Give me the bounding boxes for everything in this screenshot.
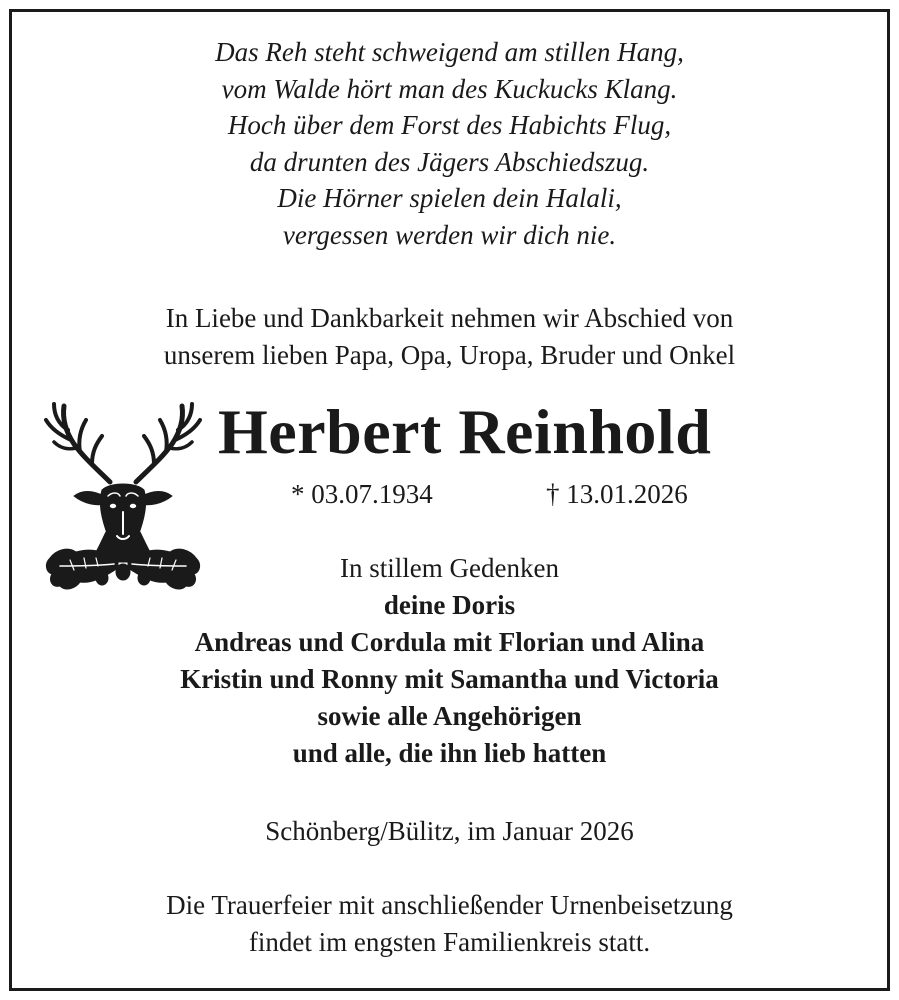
- mourner-line: und alle, die ihn lieb hatten: [292, 738, 607, 768]
- farewell-intro: [12, 300, 887, 373]
- place-and-date: Schönberg/Bülitz, im Januar 2026: [265, 816, 634, 846]
- poem-line: Hoch über dem Forst des Habichts Flug,: [227, 110, 672, 140]
- intro-line: unserem lieben Papa, Opa, Uropa, Bruder und Onkel: [163, 339, 736, 370]
- mourner-line: deine Doris: [383, 590, 516, 620]
- mourners-heading: In stillem Gedenken: [340, 553, 559, 583]
- poem: [12, 34, 887, 253]
- funeral-line: findet im engsten Familienkreis statt.: [248, 926, 651, 957]
- mourner-line: Kristin und Ronny mit Samantha und Victoria: [180, 664, 719, 694]
- deceased-name: Herbert Reinhold: [218, 396, 712, 467]
- birth-date: * 03.07.1934: [291, 479, 433, 509]
- poem-line: Die Hörner spielen dein Halali,: [277, 183, 622, 213]
- death-date: † 13.01.2026: [546, 479, 688, 509]
- funeral-info: [12, 887, 887, 960]
- poem-line: da drunten des Jägers Abschiedszug.: [249, 146, 650, 177]
- mourner-line: sowie alle Angehörigen: [317, 701, 582, 731]
- mourner-line: Andreas und Cordula mit Florian und Alina: [194, 627, 705, 657]
- poem-line: vergessen werden wir dich nie.: [282, 219, 617, 250]
- obituary-notice: [9, 9, 890, 991]
- intro-line: In Liebe und Dankbarkeit nehmen wir Abschied von: [165, 303, 734, 333]
- funeral-line: Die Trauerfeier mit anschließender Urnenbeisetzung: [166, 890, 733, 920]
- poem-line: Das Reh steht schweigend am stillen Hang,: [215, 37, 684, 67]
- poem-line: vom Walde hört man des Kuckucks Klang.: [221, 73, 678, 104]
- mourners-list: [12, 550, 887, 772]
